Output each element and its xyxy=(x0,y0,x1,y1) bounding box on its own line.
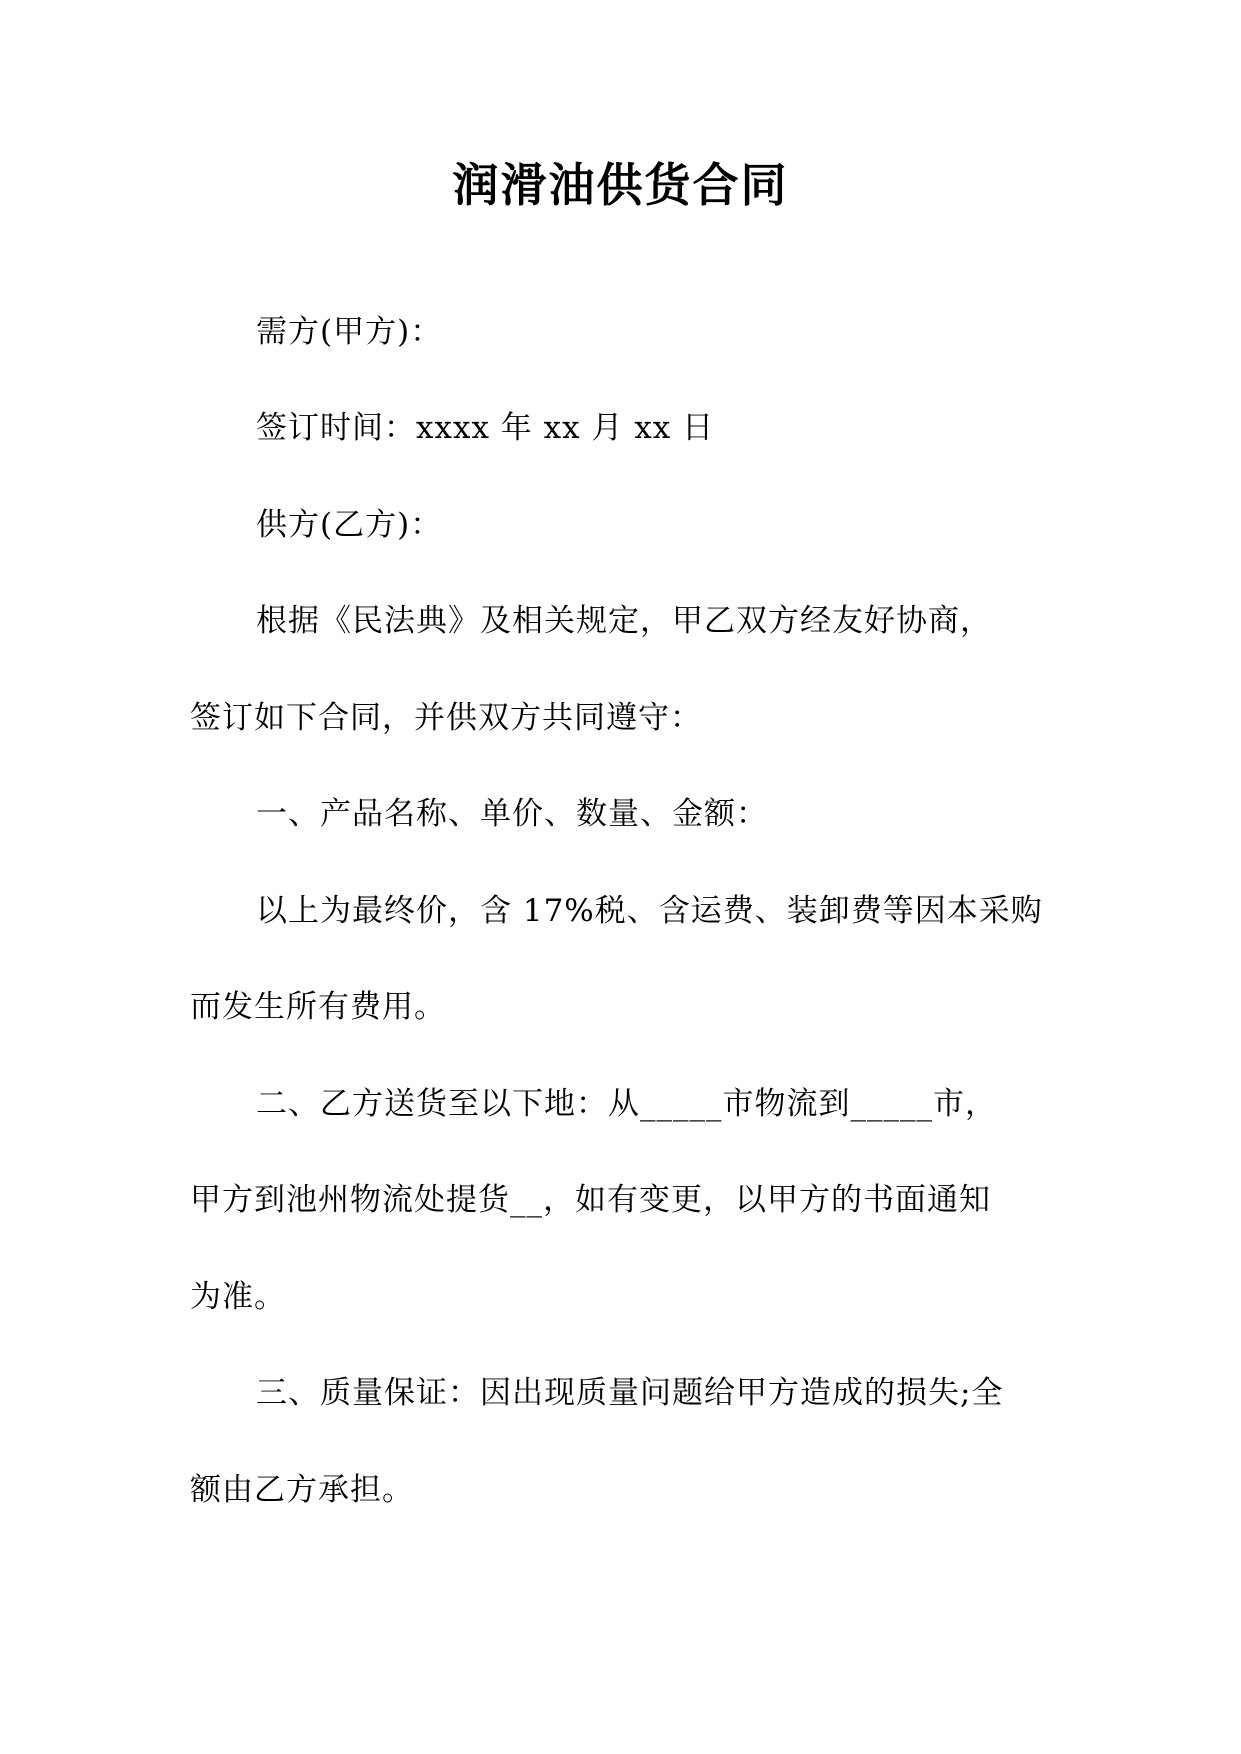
paragraph-line: 供方(乙方)： xyxy=(256,507,443,543)
paragraph-line: 额由乙方承担。 xyxy=(190,1472,414,1508)
paragraph-line: 二、乙方送货至以下地：从_____市物流到_____市， xyxy=(256,1086,997,1122)
paragraph-line: 签订如下合同，并供双方共同遵守： xyxy=(190,700,702,736)
paragraph-line: 而发生所有费用。 xyxy=(190,989,446,1025)
paragraph-line: 签订时间：xxxx 年 xx 月 xx 日 xyxy=(256,410,715,446)
document-title: 润滑油供货合同 xyxy=(452,158,789,212)
paragraph-line: 为准。 xyxy=(190,1279,286,1315)
paragraph-line: 三、质量保证：因出现质量问题给甲方造成的损失;全 xyxy=(256,1375,1004,1411)
paragraph-line: 一、产品名称、单价、数量、金额： xyxy=(256,796,768,832)
paragraph-line: 根据《民法典》及相关规定，甲乙双方经友好协商， xyxy=(256,603,992,639)
paragraph-line: 甲方到池州物流处提货__，如有变更，以甲方的书面通知 xyxy=(190,1182,991,1218)
paragraph-line: 需方(甲方)： xyxy=(256,314,443,350)
paragraph-line: 以上为最终价，含 17%税、含运费、装卸费等因本采购 xyxy=(256,893,1043,929)
